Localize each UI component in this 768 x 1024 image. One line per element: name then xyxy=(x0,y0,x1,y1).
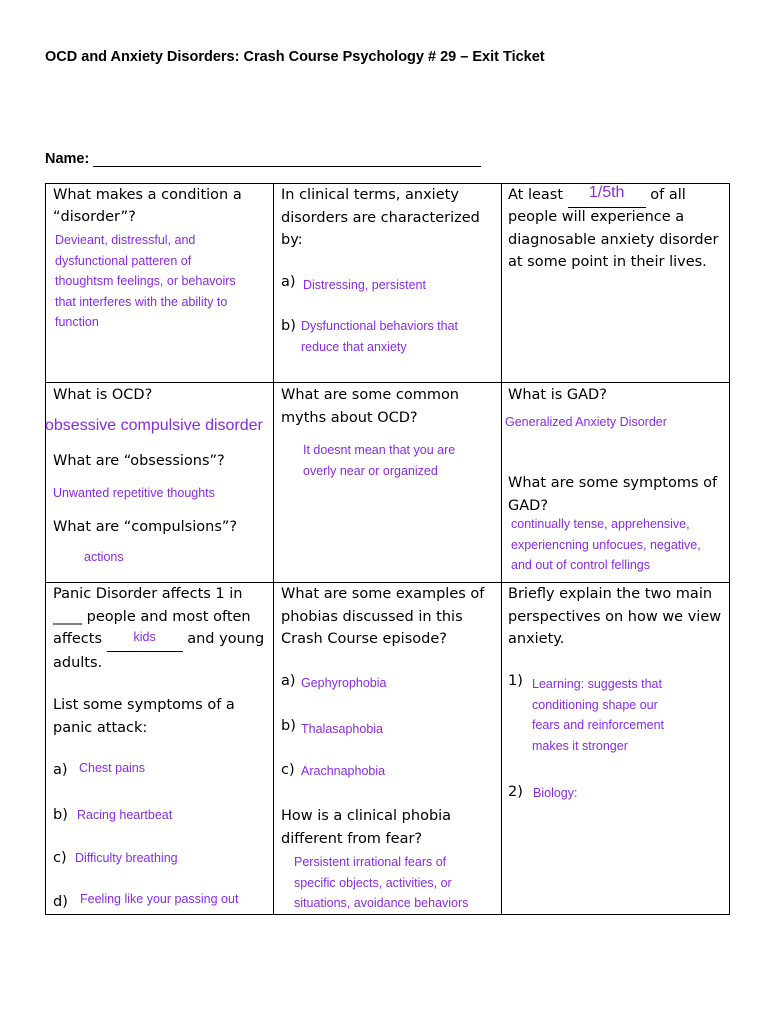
question-gad-symptoms xyxy=(508,472,717,517)
answer-ocd-myths[interactable] xyxy=(303,440,455,481)
question-what-is-gad: What is GAD? xyxy=(508,387,607,403)
item-label-b: b) xyxy=(281,318,296,334)
question-line: ____ people and most often xyxy=(53,608,251,625)
question-line: How is a clinical phobia xyxy=(281,808,452,824)
question-line: In clinical terms, anxiety xyxy=(281,187,459,203)
answer-fraction: 1/5th xyxy=(588,184,625,201)
question-line-affects xyxy=(53,628,264,652)
answer-phobia-vs-fear[interactable] xyxy=(294,852,468,914)
question-line: diagnosable anxiety disorder xyxy=(508,231,719,248)
question-text: and young xyxy=(187,631,265,647)
answer-panic-b[interactable]: Racing heartbeat xyxy=(77,808,173,822)
question-line: perspectives on how we view xyxy=(508,608,722,625)
question-line: myths about OCD? xyxy=(281,409,418,426)
question-line: phobias discussed in this xyxy=(281,608,463,625)
item-label-a: a) xyxy=(53,762,68,778)
question-obsessions: What are “obsessions”? xyxy=(53,453,225,469)
name-label: Name: xyxy=(45,151,90,167)
item-label-c: c) xyxy=(53,850,67,866)
answer-panic-d[interactable]: Feeling like your passing out xyxy=(80,892,239,906)
answer-disorder[interactable] xyxy=(55,230,236,333)
question-line: List some symptoms of a xyxy=(53,697,235,713)
question-disorder-line1: What makes a condition a xyxy=(53,187,242,203)
question-line: different from fear? xyxy=(281,830,423,847)
answer-panic-a[interactable]: Chest pains xyxy=(79,761,146,775)
answer-line: Devieant, distressful, and xyxy=(55,233,196,247)
answer-phobia-b[interactable]: Thalasaphobia xyxy=(301,722,384,736)
item-label-a: a) xyxy=(281,274,296,290)
answer-line: dysfunctional patteren of xyxy=(55,253,192,268)
answer-characterized-a[interactable]: Distressing, persistent xyxy=(303,278,426,292)
answer-line: that interferes with the ability to xyxy=(55,294,228,309)
page-title: OCD and Anxiety Disorders: Crash Course Psychology # 29 – Exit Ticket xyxy=(45,49,545,65)
answer-line: fears and reinforcement xyxy=(532,718,665,732)
question-line: at some point in their lives. xyxy=(508,254,707,270)
answer-line: and out of control fellings xyxy=(511,558,650,572)
answer-perspective-1[interactable] xyxy=(532,674,664,756)
answer-ocd[interactable]: obsessive compulsive disorder xyxy=(45,417,263,434)
question-line: panic attack: xyxy=(53,719,148,736)
question-at-least xyxy=(508,184,686,208)
answer-line: function xyxy=(55,315,99,329)
question-phobia-examples xyxy=(281,583,484,651)
question-line: anxiety. xyxy=(508,631,565,647)
answer-line: thoughtsm feelings, or behavoirs xyxy=(55,274,236,288)
question-line: Briefly explain the two main xyxy=(508,586,713,602)
answer-characterized-b[interactable] xyxy=(301,316,458,357)
question-line: What are some common xyxy=(281,387,460,403)
question-text: At least xyxy=(508,187,564,203)
answer-line: experiencning unfocues, negative, xyxy=(511,537,701,552)
question-panic-disorder xyxy=(53,583,264,674)
question-line: GAD? xyxy=(508,497,549,514)
answer-line: It doesnt mean that you are xyxy=(303,443,456,457)
fill-blank-affects[interactable] xyxy=(107,628,183,652)
answer-perspective-2[interactable]: Biology: xyxy=(533,786,578,800)
answer-gad[interactable]: Generalized Anxiety Disorder xyxy=(505,415,667,429)
question-compulsions: What are “compulsions”? xyxy=(53,519,238,535)
answer-obsessions[interactable]: Unwanted repetitive thoughts xyxy=(53,486,215,500)
answer-line: Dysfunctional behaviors that xyxy=(301,319,459,333)
answer-line: Learning: suggests that xyxy=(532,677,662,691)
question-text: of all xyxy=(650,187,686,203)
question-line: What are some examples of xyxy=(281,586,485,602)
question-phobia-vs-fear xyxy=(281,805,451,850)
item-label-1: 1) xyxy=(508,673,523,689)
name-blank[interactable] xyxy=(93,151,481,167)
answer-line: situations, avoidance behaviors xyxy=(294,896,469,910)
answer-phobia-c[interactable]: Arachnaphobia xyxy=(301,764,386,778)
answer-line: conditioning shape our xyxy=(532,697,658,712)
question-what-is-ocd: What is OCD? xyxy=(53,387,153,403)
item-label-c: c) xyxy=(281,762,295,778)
question-text: affects xyxy=(53,631,103,647)
name-field[interactable] xyxy=(45,151,481,167)
question-line: by: xyxy=(281,232,303,248)
question-line: Panic Disorder affects 1 in xyxy=(53,586,243,602)
question-line: What are some symptoms of xyxy=(508,475,718,491)
question-two-perspectives xyxy=(508,583,721,651)
fill-blank-fraction[interactable] xyxy=(568,184,646,208)
answer-line: makes it stronger xyxy=(532,738,628,753)
answer-line: reduce that anxiety xyxy=(301,339,407,354)
question-disorder-line2: “disorder”? xyxy=(53,209,136,225)
answer-compulsions[interactable]: actions xyxy=(84,550,124,564)
answer-panic-c[interactable]: Difficulty breathing xyxy=(75,851,178,865)
item-label-d: d) xyxy=(53,894,68,910)
answer-line: continually tense, apprehensive, xyxy=(511,517,690,531)
answer-phobia-a[interactable]: Gephyrophobia xyxy=(301,676,387,690)
item-label-b: b) xyxy=(53,807,68,823)
question-at-least-rest xyxy=(508,206,719,274)
item-label-2: 2) xyxy=(508,784,523,800)
answer-line: Persistent irrational fears of xyxy=(294,855,447,869)
question-line: disorders are characterized xyxy=(281,209,480,226)
answer-gad-symptoms[interactable] xyxy=(511,514,701,576)
answer-line: specific objects, activities, or xyxy=(294,875,452,890)
question-line: adults. xyxy=(53,654,103,671)
question-ocd-myths xyxy=(281,384,459,429)
answer-line: overly near or organized xyxy=(303,463,438,478)
question-panic-symptoms xyxy=(53,694,235,739)
item-label-a: a) xyxy=(281,673,296,689)
question-anxiety-characterized xyxy=(281,184,480,252)
question-line: Crash Course episode? xyxy=(281,631,447,647)
question-line: people will experience a xyxy=(508,209,685,225)
answer-affects: kids xyxy=(133,630,156,644)
item-label-b: b) xyxy=(281,718,296,734)
